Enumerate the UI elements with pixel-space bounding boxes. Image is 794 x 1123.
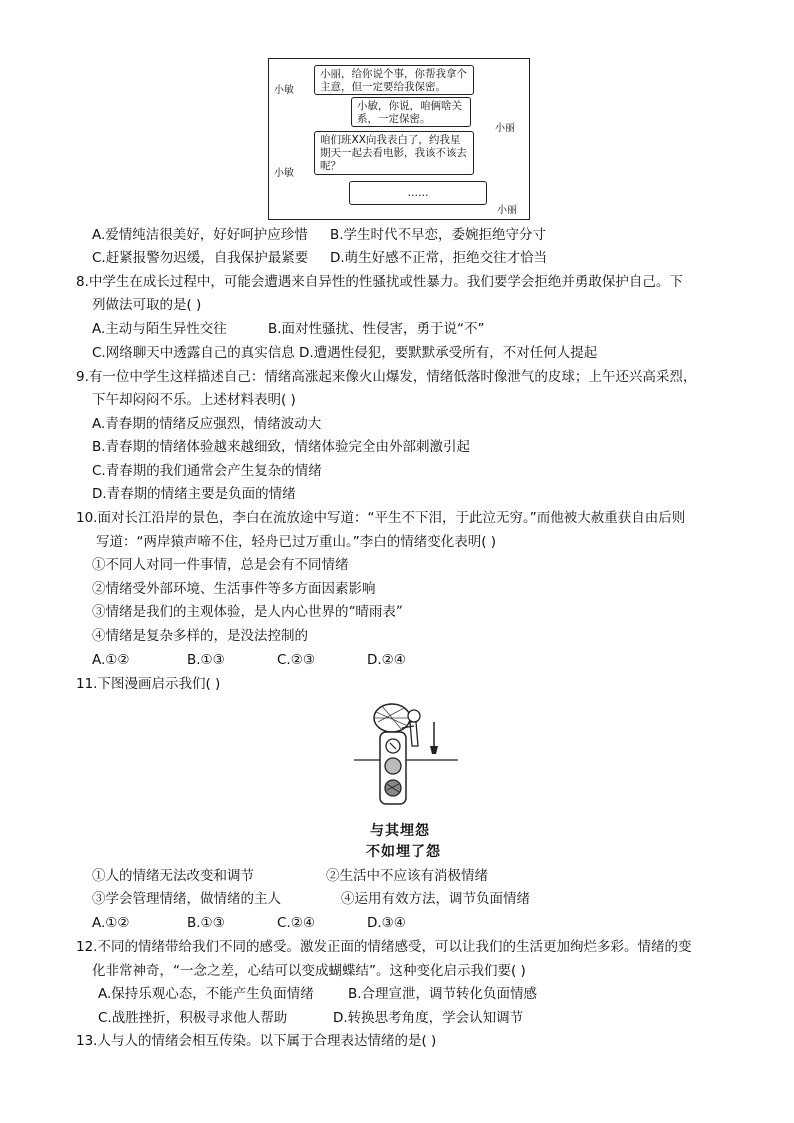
q7-option-b: B.学生时代不早恋，委婉拒绝守分寸 — [330, 227, 547, 243]
q10-statement-4: ④情绪是复杂多样的，是没法控制的 — [92, 628, 308, 644]
q11-option-b: B.①③ — [187, 915, 225, 931]
cartoon-drawing — [352, 698, 462, 818]
q8-option-a: A.主动与陌生异性交往 — [92, 321, 227, 337]
q11-statement-1: ①人的情绪无法改变和调节 — [92, 868, 254, 884]
q8-option-cd: C.网络聊天中透露自己的真实信息 D.遭遇性侵犯，要默默承受所有，不对任何人提起 — [92, 345, 598, 361]
speaker-xiaomin-2: 小敏 — [274, 168, 294, 179]
q9-option-b: B.青春期的情绪体验越来越细致，情绪体验完全由外部刺激引起 — [92, 439, 471, 455]
q10-stem: 10.面对长江沿岸的景色，李白在流放途中写道：“平生不下泪，于此泣无穷。”而他被大赦重获自由后则 — [76, 510, 686, 526]
q12-option-a: A.保持乐观心态，不能产生负面情绪 — [98, 986, 314, 1002]
q10-stem-cont: 写道：“两岸猿声啼不住，轻舟已过万重山。”李白的情绪变化表明( ) — [96, 534, 497, 550]
q9-option-d: D.青春期的情绪主要是负面的情绪 — [92, 486, 296, 502]
q11-statement-4: ④运用有效方法，调节负面情绪 — [341, 891, 530, 907]
speaker-xiaoli-1: 小丽 — [495, 123, 515, 134]
q10-option-b: B.①③ — [187, 652, 225, 668]
q11-option-a: A.①② — [92, 915, 130, 931]
q8-option-b: B.面对性骚扰、性侵害，勇于说“不” — [268, 321, 485, 337]
q11-statement-3: ③学会管理情绪，做情绪的主人 — [92, 891, 281, 907]
q9-option-c: C.青春期的我们通常会产生复杂的情绪 — [92, 463, 322, 479]
bubble-1: 小丽，给你说个事，你帮我拿个主意，但一定要给我保密。 — [314, 65, 474, 95]
q7-option-a: A.爱情纯洁很美好，好好呵护应珍惜 — [92, 227, 308, 243]
cartoon-caption-2: 不如埋了怨 — [366, 844, 441, 860]
q13-stem: 13.人与人的情绪会相互传染。以下属于合理表达情绪的是( ) — [76, 1033, 437, 1049]
q12-option-c: C.战胜挫折，积极寻求他人帮助 — [98, 1010, 288, 1026]
q12-stem-cont: 化非常神奇，“一念之差，心结可以变成蝴蝶结”。这种变化启示我们要( ) — [92, 963, 526, 979]
cartoon-caption-1: 与其埋怨 — [370, 823, 430, 839]
cartoon-traffic-light — [352, 698, 462, 863]
q7-option-c: C.赶紧报警勿迟缓，自我保护最紧要 — [92, 250, 309, 266]
q11-stem: 11.下图漫画启示我们( ) — [76, 676, 221, 692]
q10-option-d: D.②④ — [367, 652, 406, 668]
q11-statement-2: ②生活中不应该有消极情绪 — [326, 868, 488, 884]
q10-statement-1: ①不同人对同一件事情，总是会有不同情绪 — [92, 557, 349, 573]
q12-option-b: B.合理宣泄，调节转化负面情感 — [348, 986, 538, 1002]
q8-stem: 8.中学生在成长过程中，可能会遭遇来自异性的性骚扰或性暴力。我们要学会拒绝并勇敢保护自己。下 — [76, 274, 683, 290]
bubble-3: 咱们班XX向我表白了，约我星期天一起去看电影，我该不该去呢？ — [314, 131, 474, 175]
q8-stem-cont: 列做法可取的是( ) — [92, 297, 202, 313]
bubble-2: 小敏，你说，咱俩啥关系，一定保密。 — [351, 97, 471, 127]
q11-option-c: C.②④ — [277, 915, 315, 931]
q9-option-a: A.青春期的情绪反应强烈，情绪波动大 — [92, 416, 322, 432]
q10-statement-2: ②情绪受外部环境、生活事件等多方面因素影响 — [92, 581, 376, 597]
q10-option-a: A.①② — [92, 652, 130, 668]
speaker-xiaoli-2: 小丽 — [497, 205, 517, 216]
q10-option-c: C.②③ — [277, 652, 315, 668]
q9-stem-cont: 下午却闷闷不乐。上述材料表明( ) — [92, 392, 296, 408]
q12-stem: 12.不同的情绪带给我们不同的感受。激发正面的情绪感受，可以让我们的生活更加绚烂多彩。情绪的变 — [76, 939, 692, 955]
q11-option-d: D.③④ — [367, 915, 406, 931]
q12-option-d: D.转换思考角度，学会认知调节 — [333, 1010, 524, 1026]
comic-dialogue — [268, 58, 530, 220]
speaker-xiaomin-1: 小敏 — [274, 85, 294, 96]
q9-stem: 9.有一位中学生这样描述自己：情绪高涨起来像火山爆发，情绪低落时像泄气的皮球；上午还兴高采烈， — [76, 369, 697, 385]
q7-option-d: D.萌生好感不正常，拒绝交往才恰当 — [330, 250, 548, 266]
bubble-4: …… — [349, 181, 487, 205]
q10-statement-3: ③情绪是我们的主观体验，是人内心世界的“晴雨表” — [92, 604, 403, 620]
